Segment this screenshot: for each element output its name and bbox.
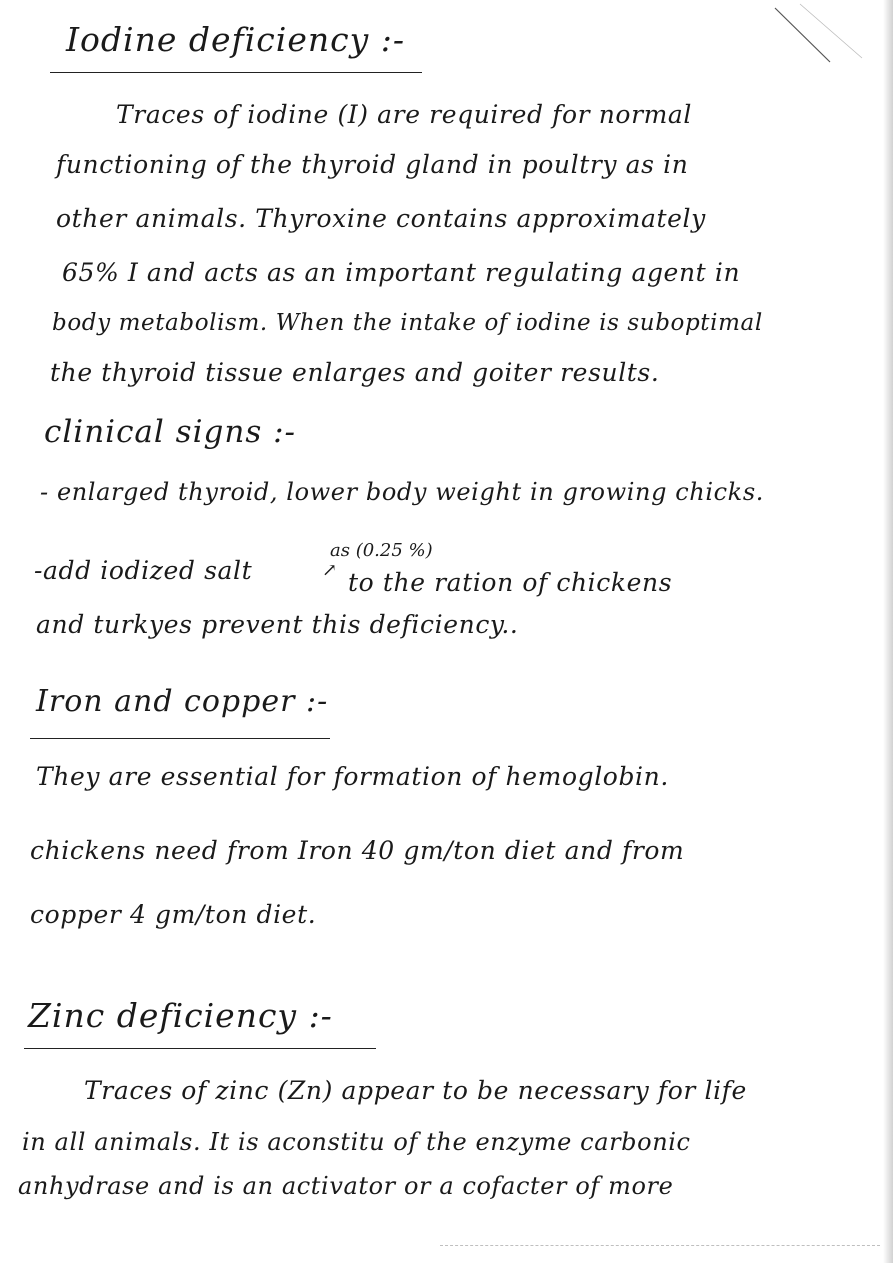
iodine-line-5: body metabolism. When the intake of iodine is suboptimal xyxy=(52,310,763,336)
iodine-line-4: 65% I and acts as an important regulating agent in xyxy=(62,258,741,287)
clinical-sign-3: and turkyes prevent this deficiency.. xyxy=(36,610,519,639)
iron-copper-line-3: copper 4 gm/ton diet. xyxy=(30,900,317,929)
zinc-heading: Zinc deficiency :- xyxy=(28,996,333,1035)
salt-amount-insert: as (0.25 %) xyxy=(330,540,433,561)
page-edge-shadow xyxy=(883,0,893,1263)
iodine-heading: Iodine deficiency :- xyxy=(66,20,405,59)
iron-copper-heading-underline xyxy=(30,738,330,739)
iodine-line-2: functioning of the thyroid gland in poultry as in xyxy=(56,150,689,179)
zinc-heading-underline xyxy=(24,1048,376,1049)
iodine-line-1: Traces of iodine (I) are required for normal xyxy=(116,100,693,129)
zinc-line-3: anhydrase and is an activator or a cofacter of more xyxy=(18,1172,674,1200)
iodine-line-6: the thyroid tissue enlarges and goiter results. xyxy=(50,358,660,387)
clinical-signs-heading: clinical signs :- xyxy=(44,414,296,450)
clinical-sign-2b: to the ration of chickens xyxy=(348,568,673,597)
iodine-heading-underline xyxy=(50,72,422,73)
insert-caret-icon: ↗ xyxy=(322,560,338,581)
zinc-line-2: in all animals. It is aconstitu of the enzyme carbonic xyxy=(22,1128,691,1156)
zinc-line-1: Traces of zinc (Zn) appear to be necessary for life xyxy=(84,1076,747,1105)
scan-bottom-noise xyxy=(440,1245,880,1252)
iron-copper-heading: Iron and copper :- xyxy=(36,684,329,719)
iron-copper-line-1: They are essential for formation of hemoglobin. xyxy=(36,762,669,791)
corner-scratch-mark xyxy=(770,0,870,70)
iron-copper-line-2: chickens need from Iron 40 gm/ton diet and from xyxy=(30,836,685,865)
clinical-sign-2a: -add iodized salt xyxy=(34,556,253,585)
clinical-sign-1: - enlarged thyroid, lower body weight in growing chicks. xyxy=(40,478,764,506)
iodine-line-3: other animals. Thyroxine contains approximately xyxy=(56,204,706,233)
